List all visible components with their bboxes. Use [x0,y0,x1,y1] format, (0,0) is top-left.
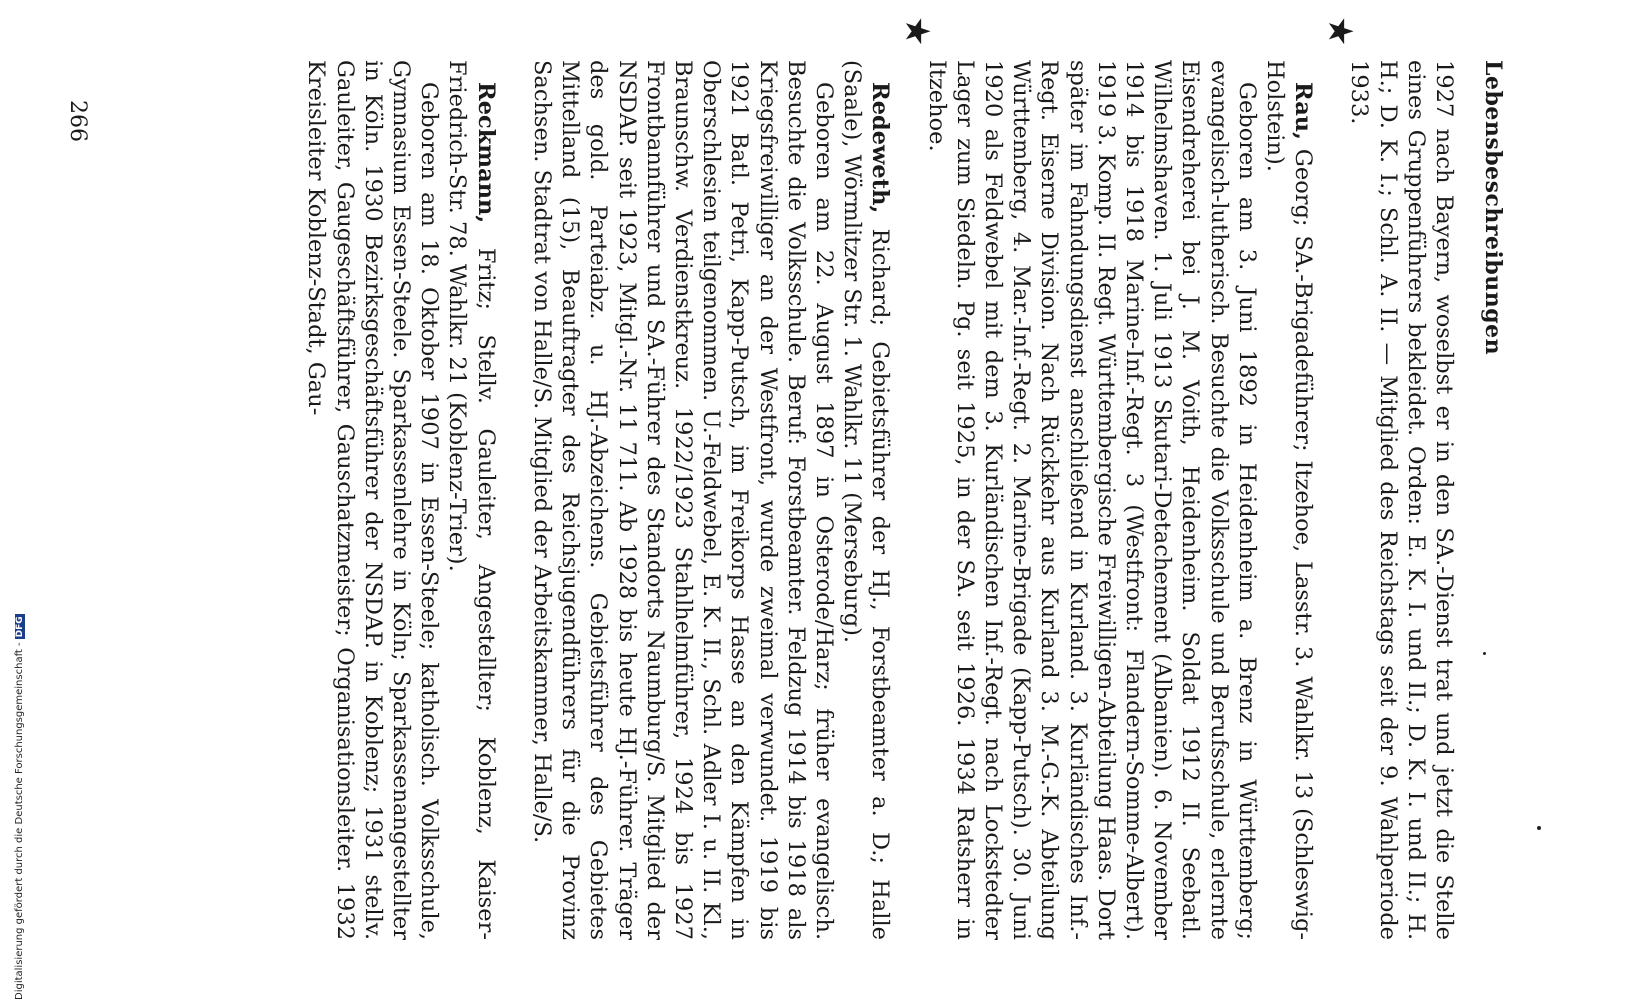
star-marker-icon: ★ [1320,16,1361,47]
entry-header [443,60,499,940]
digitization-credit [14,580,28,1000]
biography-entry-reckmann [302,60,499,940]
entry-name: Redeweth, [867,82,894,214]
entry-body: Geboren am 3. Juni 1892 in Heidenheim a. Brenz in Württemberg; evangelisch-lutherisch. Besuchte die Volksschule und Berufsschule, erlernte Eisendreherei bei J. M. Voith, Heidenheim. Soldat 1912 II. Seebatl. Wilhelmshaven. 1. Juli 1913 Skutari-Detachement (Albanien). 6. November 1914 bis 1918 Marine-Inf.-Regt. 3 (Westfront: Flandern-Somme-Albert). 1919 3. Komp. II. Regt. Württembergische Freiwilligen-Abteilung Haas. Dort später im Fahndungsdienst anschließend in Kurland. 3. Kurländisches Inf.-Regt. Eiserne Division. Nach Rückkehr aus Kurland 3. M.-G.-K. Abteilung Württemberg, 4. Mar.-Inf.-Regt. 2. Marine-Brigade (Kapp-Putsch). 30. Juni 1920 als Feldwebel mit dem 3. Kurländischen Inf.-Regt. nach Lockstedter Lager zum Siedeln. Pg. seit 1925, in der SA. seit 1926. 1934 Ratsherr in Itzehoe. [923,60,1260,940]
biography-entry-rau [922,16,1361,940]
dfg-logo-icon: DFG [15,616,25,638]
document-page [100,16,1520,980]
star-marker-icon: ★ [897,16,938,47]
entry-header-text: Georg; SA.-Brigadeführer; Itzehoe, Lasstr. 3. Wahlkr. 13 (Schleswig-Holstein). [1261,60,1317,940]
entry-body: Geboren am 22. August 1897 in Osterode/Harz; früher evangelisch. Besuchte die Volksschule. Beruf: Forstbeamter. Feldzug 1914 bis 1918 als Kriegsfreiwilliger an der Westfront, wurde zweimal verwundet. 1919 bis 1921 Batl. Petri, Kapp-Putsch, im Freikorps Hasse an den Kämpfen in Oberschlesien teilgenommen. U.-Feldwebel, E. K. II., Schl. Adler I. u. II. Kl., Braunschw. Verdienstkreuz. 1922/1923 Stahlhelmführer, 1924 bis 1927 Frontbannführer und SA.-Führer des Standorts Naumburg/S. Mitglied der NSDAP. seit 1923, Mitgl.-Nr. 11 711. Ab 1928 bis heute HJ.-Führer. Träger des gold. Parteiabz. u. HJ.-Abzeichens. Gebietsführer des Gebietes Mittelland (15), Beauftragter des Reichsjugendführers für die Provinz Sachsen. Stadtrat von Halle/S. Mitglied der Arbeitskammer, Halle/S. [528,60,837,940]
running-head: Lebensbeschreibungen [1480,60,1506,356]
entry-body: Geboren am 18. Oktober 1907 in Essen-Steele; katholisch. Volksschule, Gymnasium Essen-Steele. Sparkassenlehre in Köln; Sparkassenangestellter in Köln. 1930 Bezirksgeschäftsführer der NSDAP. in Koblenz; 1931 stellv. Gauleiter, Gaugeschäftsführer, Gauschatzmeister; Organisationsleiter. 1932 Kreisleiter Koblenz-Stadt, Gau- [303,60,443,940]
entry-name: Rau, [1290,82,1317,140]
entry-header-text: Richard; Gebietsführer der HJ., Forstbeamter a. D.; Halle (Saale), Wörmlitzer Str. 1. Wahlkr. 11 (Merseburg). [839,60,894,940]
scan-speck [1537,826,1541,830]
entry-header-text: Fritz; Stellv. Gauleiter, Angestellter; Koblenz, Kaiser-Friedrich-Str. 78. Wahlkr. 21 (Koblenz-Trier). [444,60,499,940]
credit-text: Digitalisierung gefördert durch die Deutsche Forschungsgemeinschaft - [14,642,25,1000]
biography-entry-redeweth [528,16,938,940]
entry-header [838,60,894,940]
entry-header [1261,60,1317,940]
page-number: 266 [65,100,90,142]
scan-speck [1483,652,1486,655]
entry-name: Reckmann, [472,82,499,224]
continuation-paragraph: 1927 nach Bayern, woselbst er in den SA.-Dienst trat und jetzt die Stelle eines Gruppenführers bekleidet. Orden: E. K. I. und II.; D. K. I. und II.; H. H.; D. K. I.; Schl. A. II. — Mitglied des Reichstags seit der 9. Wahlperiode 1933. [1346,60,1457,940]
